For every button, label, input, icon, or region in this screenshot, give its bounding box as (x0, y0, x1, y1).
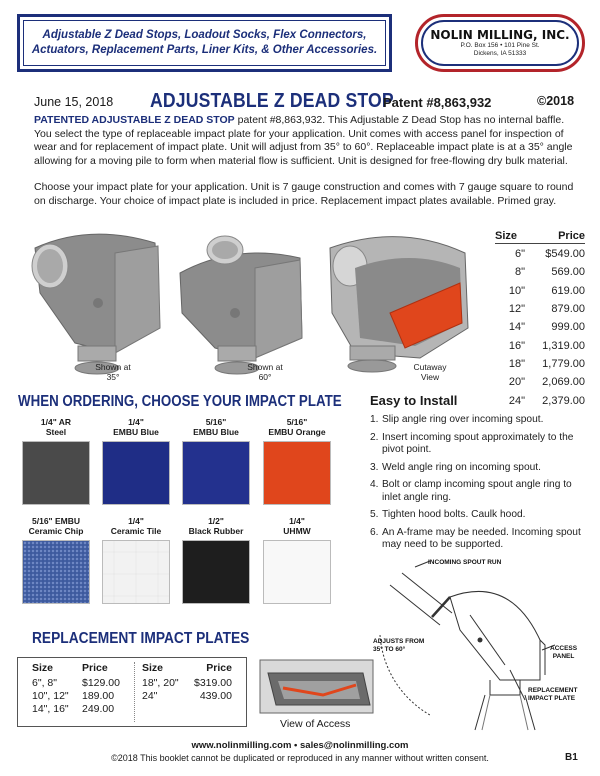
row-price: 249.00 (82, 703, 115, 715)
plate-swatch-ar-steel (22, 441, 90, 505)
step-text: Weld angle ring on incoming spout. (382, 461, 541, 473)
install-step (370, 414, 590, 427)
plate-swatch-uhmw (263, 540, 331, 604)
install-step (370, 527, 590, 552)
access-view-caption: View of Access (280, 718, 351, 730)
plate-label-line: Black Rubber (188, 526, 244, 536)
step-text: Tighten hood bolts. Caulk hood. (382, 509, 526, 520)
plate-label-embu-blue-14 (94, 417, 178, 437)
plate-label-uhmw (255, 516, 339, 536)
logo-address-1: P.O. Box 156 • 101 Pine St. (460, 42, 540, 49)
cutaway-view-image (330, 237, 468, 372)
plate-label-line: Ceramic Tile (110, 526, 162, 536)
plate-label-line: 1/4" AR (40, 417, 72, 427)
footer-copyright: ©2018 This booklet cannot be duplicated or reproduced in any manner without written consent. (111, 753, 489, 763)
plate-label-line: 1/2" (208, 516, 224, 526)
plate-label-line: Ceramic Chip (28, 526, 84, 536)
page-title: ADJUSTABLE Z DEAD STOP (150, 90, 394, 112)
banner-text (32, 28, 377, 58)
step-number: 1. (370, 414, 379, 425)
row-size: 10" (508, 284, 525, 297)
table-row (495, 336, 585, 354)
row-price: 1,319.00 (542, 339, 585, 352)
row-size: 24" (508, 394, 525, 407)
install-section (370, 393, 590, 557)
price-column-header: Price (206, 662, 232, 674)
plate-label-line: 1/4" (128, 516, 144, 526)
caption-cutaway-text: Cutaway View (413, 362, 447, 382)
plate-label-line: UHMW (283, 526, 311, 536)
row-price: $129.00 (82, 677, 120, 689)
install-step (370, 462, 590, 475)
row-price: 999.00 (551, 321, 585, 334)
plate-swatch-ceramic-chip (22, 540, 90, 604)
step-text: An A-frame may be needed. Incoming spout may need to be supported. (382, 526, 581, 550)
plate-label-line: 5/16" EMBU (32, 516, 80, 526)
table-row (495, 318, 585, 336)
plate-swatch-ceramic-tile (102, 540, 170, 604)
row-size: 14", 16" (32, 703, 69, 715)
row-size: 8" (514, 266, 525, 279)
row-price: $319.00 (194, 677, 232, 689)
dead-stop-35-image (32, 234, 160, 374)
plate-swatch-embu-blue-14 (102, 441, 170, 505)
plate-label-ar-steel (14, 417, 98, 437)
caption-35 (88, 362, 138, 382)
row-price: 2,379.00 (542, 394, 585, 407)
right-price-column (194, 662, 232, 703)
step-number: 3. (370, 461, 379, 473)
row-size: 6", 8" (32, 677, 57, 689)
table-row (495, 282, 585, 300)
ordering-heading: WHEN ORDERING, CHOOSE YOUR IMPACT PLATE (18, 393, 342, 410)
plate-label-line: 1/4" (128, 417, 144, 427)
row-size: 18" (508, 357, 525, 370)
plate-label-black-rubber (174, 516, 258, 536)
table-row (495, 245, 585, 263)
caption-cutaway (405, 362, 455, 382)
price-table-header (495, 230, 585, 244)
step-number: 6. (370, 526, 379, 538)
row-price: 1,779.00 (542, 357, 585, 370)
install-step (370, 509, 590, 522)
left-size-column (32, 662, 69, 716)
row-price: 619.00 (551, 284, 585, 297)
row-price: 879.00 (551, 303, 585, 316)
price-column-header: Price (558, 230, 585, 242)
banner-line-1: Adjustable Z Dead Stops, Loadout Socks, Flex Connectors, (42, 29, 367, 41)
right-size-column (142, 662, 179, 703)
row-size: 10", 12" (32, 690, 69, 702)
plate-label-line: 1/4" (289, 516, 305, 526)
intro-body: patent #8,863,932. This Adjustable Z Dead Stop has no internal baffle. You select the type of replaceable impact plate for your application. Unit comes with access panel for inspection of wear and for replacement of impact plate. Unit will adjust from 35° to 60°. Replaceable impact plate is at a 35° angle allowing for a moving pile to form when material flow is sufficient. Unit is designed for free-flowing dry bulk material. (34, 114, 573, 167)
copyright-notice: ©2018 (537, 94, 575, 108)
dead-stop-60-image (180, 236, 302, 374)
logo-name: NOLIN MILLING, INC. (430, 28, 570, 42)
row-price: 189.00 (82, 690, 115, 702)
header-banner (17, 14, 392, 72)
plate-swatch-black-rubber (182, 540, 250, 604)
plate-label-embu-orange (255, 417, 339, 437)
table-row (495, 373, 585, 391)
adjusts-label: ADJUSTS FROM 35° TO 60° (373, 638, 425, 653)
row-price: 2,069.00 (542, 376, 585, 389)
table-row (495, 263, 585, 281)
step-number: 5. (370, 509, 379, 520)
company-logo (415, 14, 585, 72)
install-step (370, 432, 590, 457)
plate-label-line: EMBU Blue (113, 427, 159, 437)
plate-label-embu-blue-516 (174, 417, 258, 437)
access-view-image (258, 655, 378, 717)
plate-label-line: 5/16" (286, 417, 308, 427)
table-row (495, 355, 585, 373)
size-column-header: Size (142, 662, 164, 674)
row-size: 14" (508, 321, 525, 334)
caption-35-text: Shown at 35° (95, 362, 131, 382)
table-row (495, 300, 585, 318)
row-price: 439.00 (199, 690, 232, 702)
installation-diagram (370, 555, 590, 745)
plate-label-line: 5/16" (205, 417, 227, 427)
size-column-header: Size (495, 230, 518, 242)
intro-paragraph (34, 114, 574, 168)
row-price: $549.00 (545, 248, 585, 261)
plate-label-ceramic-tile (94, 516, 178, 536)
document-date: June 15, 2018 (34, 95, 114, 109)
step-number: 2. (370, 431, 379, 443)
row-size: 16" (508, 339, 525, 352)
banner-line-2: Actuators, Replacement Parts, Liner Kits, & Other Accessories. (31, 44, 378, 56)
replacement-plate-label: REPLACEMENT IMPACT PLATE (528, 687, 578, 702)
plate-swatch-embu-orange (263, 441, 331, 505)
plate-label-line: EMBU Orange (268, 427, 326, 437)
intro-lead: PATENTED ADJUSTABLE Z DEAD STOP (34, 114, 235, 126)
row-price: 569.00 (551, 266, 585, 279)
row-size: 6" (514, 248, 525, 261)
replacement-price-table (17, 657, 247, 727)
plate-label-ceramic-chip (14, 516, 98, 536)
price-column-header: Price (82, 662, 108, 674)
replacement-heading: REPLACEMENT IMPACT PLATES (32, 630, 250, 647)
row-size: 20" (508, 376, 525, 389)
install-heading: Easy to Install (370, 393, 458, 408)
step-text: Slip angle ring over incoming spout. (382, 414, 544, 425)
plate-label-line: EMBU Blue (193, 427, 239, 437)
plate-paragraph: Choose your impact plate for your application. Unit is 7 gauge construction and comes with 7 gauge square to round on discharge. Your choice of impact plate is included in price. Replacement impact plates available. Primed gray. (34, 181, 574, 207)
left-price-column (82, 662, 120, 716)
footer-contact: www.nolinmilling.com • sales@nolinmilling.com (191, 740, 409, 751)
patent-number: Patent #8,863,932 (383, 95, 492, 110)
logo-address-2: Dickens, IA 51333 (473, 50, 527, 57)
plate-swatch-embu-blue-516 (182, 441, 250, 505)
row-size: 24" (142, 690, 158, 702)
step-text: Bolt or clamp incoming spout angle ring to inlet angle ring. (382, 479, 572, 503)
row-size: 18", 20" (142, 677, 179, 689)
size-column-header: Size (32, 662, 54, 674)
access-panel-label: ACCESS PANEL (550, 645, 578, 660)
install-step (370, 479, 590, 504)
caption-60 (240, 362, 290, 382)
caption-60-text: Shown at 60° (247, 362, 283, 382)
step-number: 4. (370, 479, 379, 490)
price-table (495, 230, 585, 410)
plate-label-line: Steel (45, 427, 67, 437)
step-text: Insert incoming spout approximately to the pivot point. (382, 431, 574, 455)
incoming-spout-label: INCOMING SPOUT RUN (428, 559, 502, 566)
page-number: B1 (565, 752, 578, 763)
row-size: 12" (508, 303, 525, 316)
